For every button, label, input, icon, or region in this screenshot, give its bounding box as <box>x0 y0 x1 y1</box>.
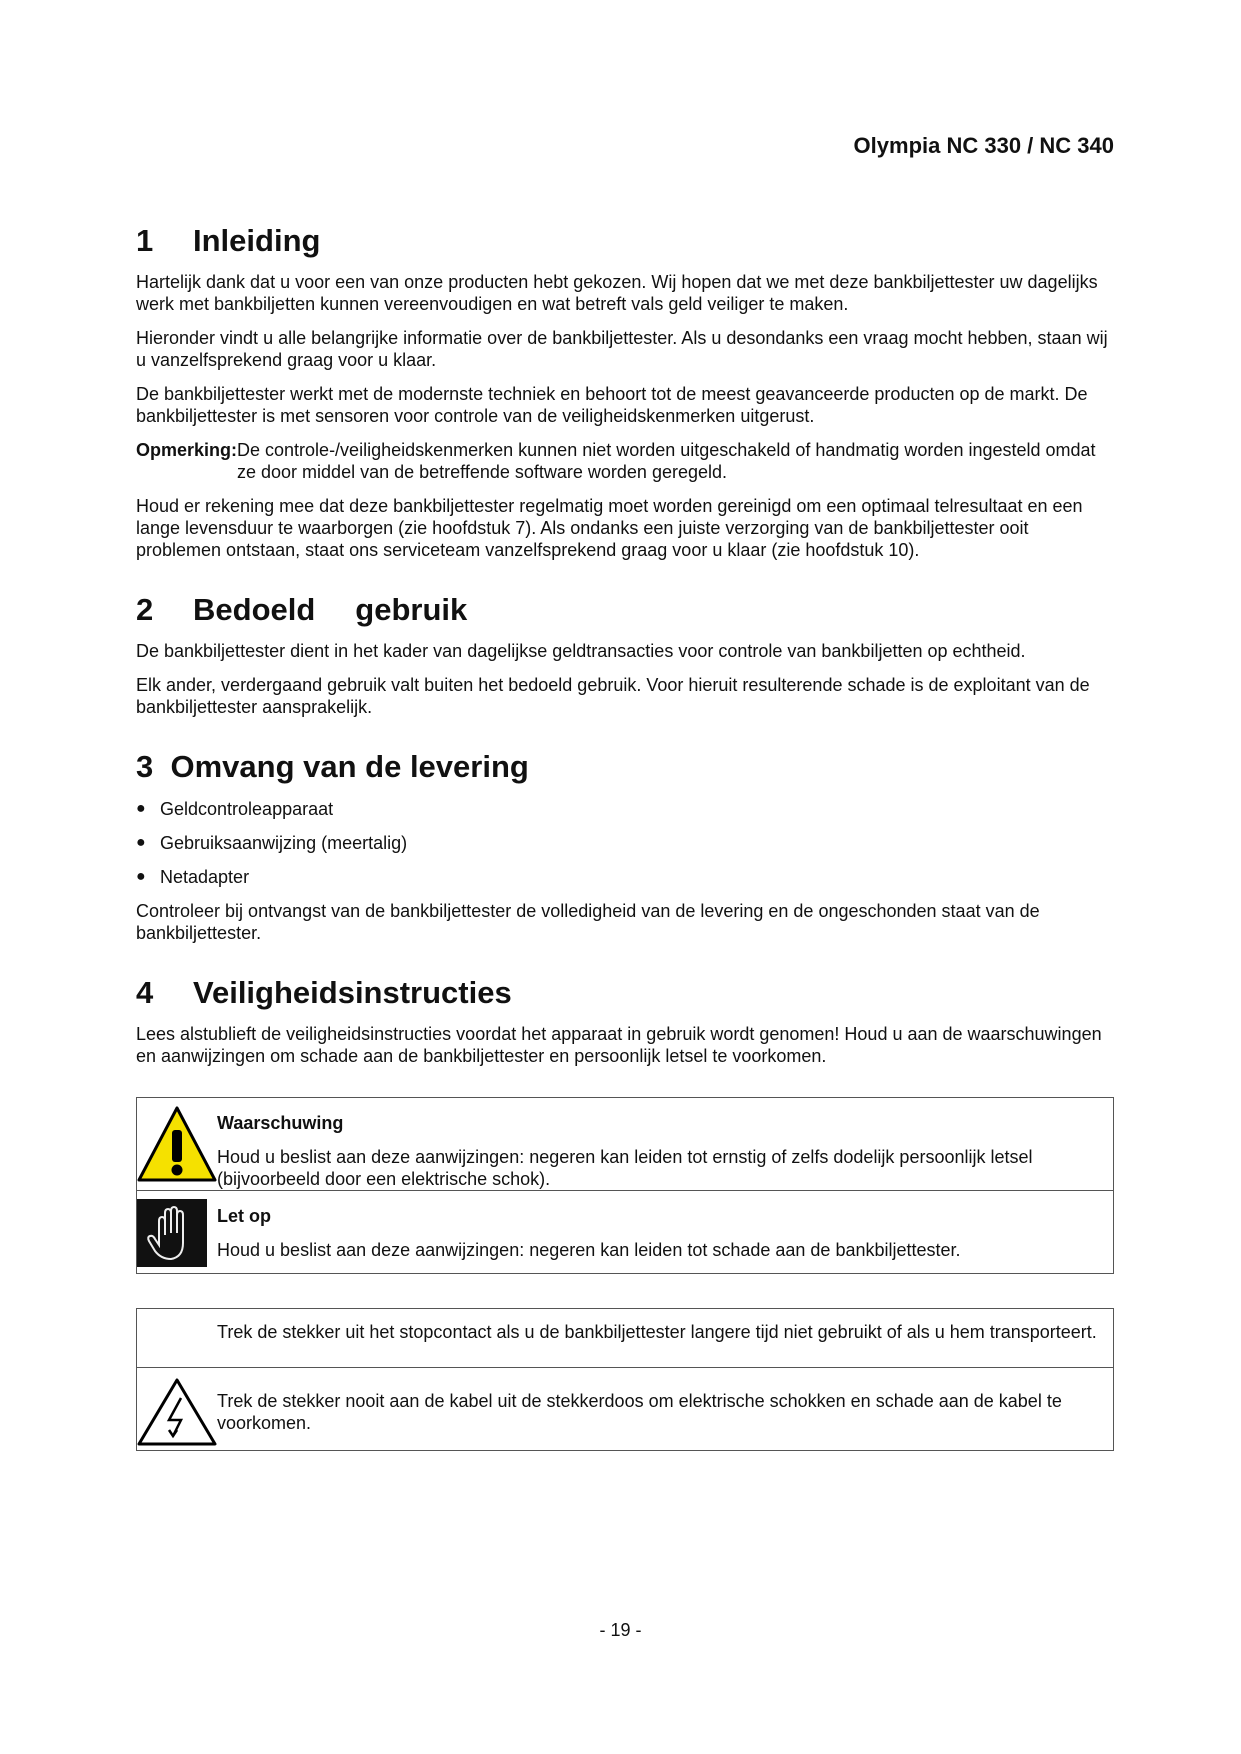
section-title: Veiligheidsinstructies <box>193 974 512 1010</box>
bullet-icon: ● <box>136 833 146 851</box>
caution-text-block <box>217 1191 1113 1273</box>
section-heading <box>136 591 1114 628</box>
list-item: ● Netadapter <box>136 866 250 887</box>
delivery-list <box>136 798 1114 888</box>
section-title-part: gebruik <box>355 592 468 628</box>
list-item: ● Gebruiksaanwijzing (meertalig) <box>136 832 408 853</box>
instruction-row <box>137 1309 1113 1367</box>
section-delivery-scope <box>136 748 1114 943</box>
section-intended-use <box>136 591 1114 718</box>
paragraph: De bankbiljettester werkt met de modernste techniek en behoort tot de meest geavanceerde producten op de markt. De bankbiljettester is met sensoren voor controle van de veiligheidskenmerken uitgerust. <box>136 384 1088 427</box>
section-heading <box>136 748 1114 785</box>
page-number: - 19 - <box>599 1620 642 1640</box>
caution-title: Let op <box>217 1205 271 1226</box>
section-number: 2 <box>136 592 154 628</box>
electric-shock-icon <box>137 1368 217 1450</box>
paragraph: Hartelijk dank dat u voor een van onze producten hebt gekozen. Wij hopen dat we met deze bankbiljettester uw dagelijks werk met bankbiljetten kunnen vereenvoudigen en wat betreft vals geld veiliger te maken. <box>136 272 1098 315</box>
instruction-text: Trek de stekker uit het stopcontact als u de bankbiljettester langere tijd niet gebruikt of als u hem transporteert. <box>217 1321 1097 1342</box>
section-safety <box>136 974 1114 1451</box>
note <box>136 439 1114 483</box>
warning-text: Houd u beslist aan deze aanwijzingen: negeren kan leiden tot ernstig of zelfs dodelijk persoonlijk letsel (bijvoorbeeld door een elektrische schok). <box>217 1146 1033 1189</box>
hazard-legend-box <box>136 1097 1114 1274</box>
warning-text-block <box>217 1098 1113 1190</box>
paragraph: Houd er rekening mee dat deze bankbiljettester regelmatig moet worden gereinigd om een optimaal telresultaat en een lange levensduur te waarborgen (zie hoofdstuk 7). Als ondanks een juiste verzorging van de bankbiljettester ooit problemen ontstaan, staat ons serviceteam vanzelfsprekend graag voor u klaar (zie hoofdstuk 10). <box>136 496 1083 561</box>
instruction-text: Trek de stekker nooit aan de kabel uit de stekkerdoos om elektrische schokken en schade aan de kabel te voorkomen. <box>217 1390 1062 1433</box>
warning-row <box>137 1098 1113 1190</box>
paragraph: Lees alstublieft de veiligheidsinstructies voordat het apparaat in gebruik wordt genomen! Houd u aan de waarschuwingen en aanwijzingen om schade aan de bankbiljettester en persoonlijk letsel te voorkomen. <box>136 1023 1102 1066</box>
bullet-icon: ● <box>136 799 146 817</box>
document-header: Olympia NC 330 / NC 340 <box>853 133 1114 158</box>
section-title-part: Bedoeld <box>193 592 316 628</box>
caution-row <box>137 1190 1113 1273</box>
hand-stop-icon <box>137 1191 217 1273</box>
bullet-icon: ● <box>136 867 146 885</box>
caution-text: Houd u beslist aan deze aanwijzingen: negeren kan leiden tot schade aan de bankbiljettester. <box>217 1239 961 1260</box>
warning-title: Waarschuwing <box>217 1112 344 1133</box>
section-title: Inleiding <box>193 223 321 258</box>
section-number: 3 <box>136 749 154 785</box>
instruction-row <box>137 1367 1113 1450</box>
section-heading <box>136 974 1114 1011</box>
paragraph: De bankbiljettester dient in het kader van dagelijkse geldtransacties voor controle van bankbiljetten op echtheid. <box>136 641 1026 662</box>
list-item: ● Geldcontroleapparaat <box>136 798 334 819</box>
paragraph: Hieronder vindt u alle belangrijke informatie over de bankbiljettester. Als u desondanks een vraag mocht hebben, staan wij u vanzelfsprekend graag voor u klaar. <box>136 328 1108 371</box>
note-text: De controle-/veiligheidskenmerken kunnen niet worden uitgeschakeld of handmatig worden ingesteld omdat ze door middel van de betreffende software worden geregeld. <box>237 440 1096 483</box>
paragraph: Controleer bij ontvangst van de bankbiljettester de volledigheid van de levering en de ongeschonden staat van de bankbiljettester. <box>136 900 1040 943</box>
warning-icon <box>137 1098 217 1190</box>
section-number: 1 <box>136 223 154 258</box>
section-introduction <box>136 222 1114 561</box>
paragraph: Elk ander, verdergaand gebruik valt buiten het bedoeld gebruik. Voor hieruit resulterende schade is de exploitant van de bankbiljettester aansprakelijk. <box>136 675 1090 718</box>
section-title: Omvang van de levering <box>170 749 529 785</box>
safety-instructions-box <box>136 1308 1114 1451</box>
section-heading <box>136 222 1114 259</box>
note-label: Opmerking: <box>136 440 238 461</box>
page-content <box>136 222 1114 1451</box>
section-number: 4 <box>136 974 154 1010</box>
